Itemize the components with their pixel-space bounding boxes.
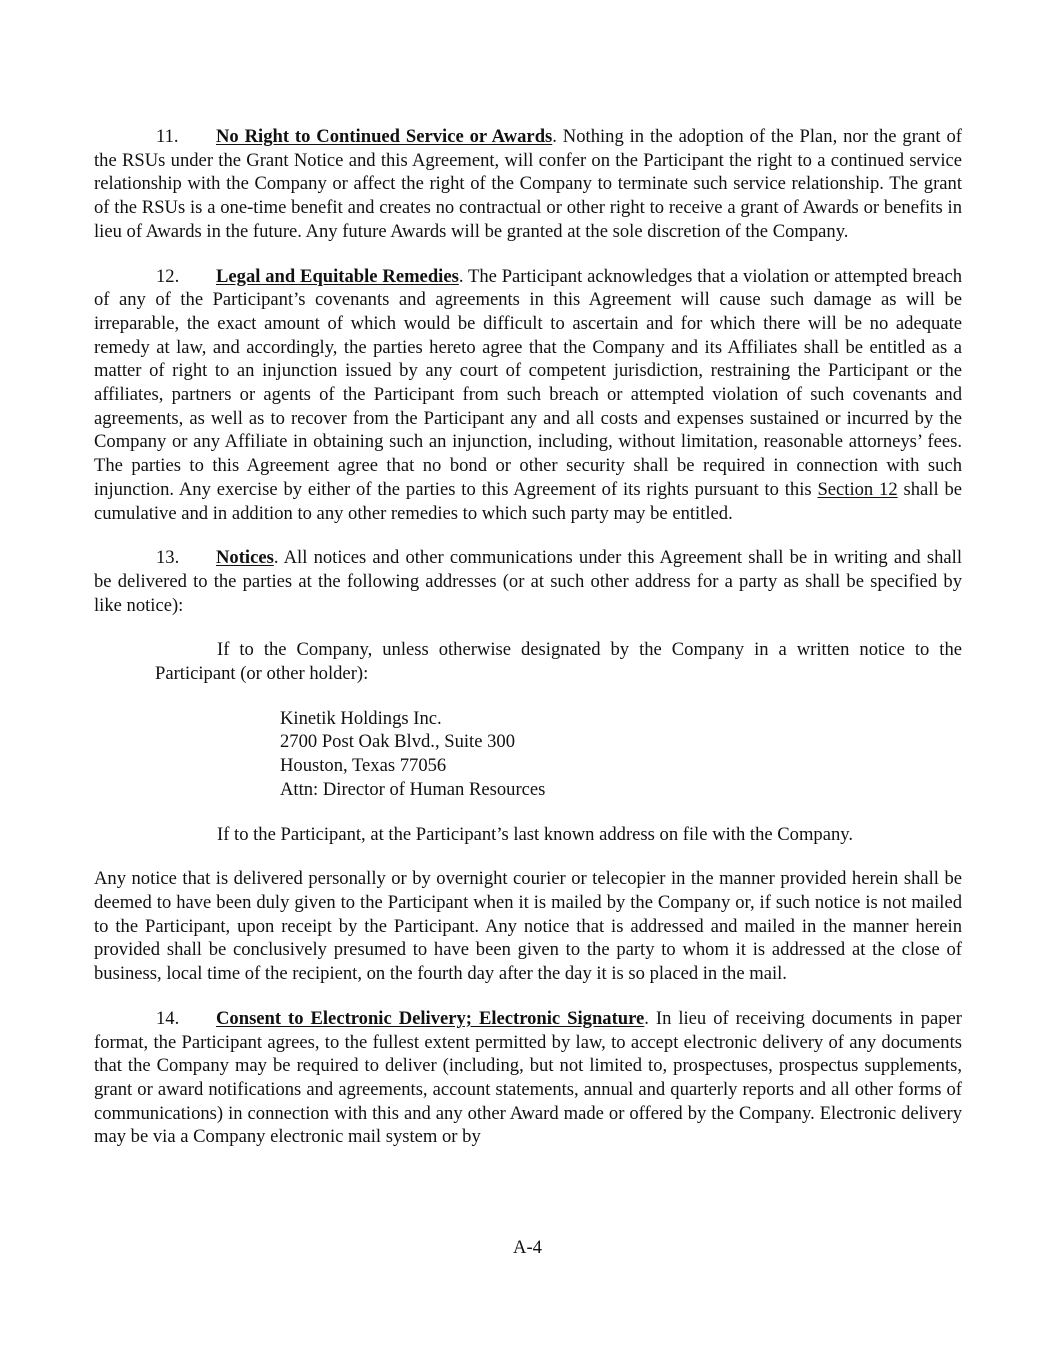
section-body: . All notices and other communications under this Agreement shall be in writing and shall be delivered to the parties at the following addresses (or at such other address for a party as shall be specified by like notice):: [94, 547, 962, 616]
document-page: [94, 125, 962, 1170]
section-12: [94, 265, 962, 526]
section-heading: No Right to Continued Service or Awards: [216, 126, 553, 147]
section-body: . In lieu of receiving documents in paper format, the Participant agrees, to the fullest extent permitted by law, to accept electronic delivery of any documents that the Company may be required to deliver (including, but not limited to, prospectuses, prospectus supplements, grant or award notifications and agreements, account statements, annual and quarterly reports and all other forms of communications) in connection with this and any other Award made or offered by the Company. Electronic delivery may be via a Company electronic mail system or by: [94, 1007, 962, 1148]
section-number: 12.: [156, 265, 180, 287]
section-13: [94, 546, 962, 617]
address-street: 2700 Post Oak Blvd., Suite 300: [280, 731, 516, 753]
page-number: A-4: [513, 1237, 542, 1258]
address-city-state-zip: Houston, Texas 77056: [280, 755, 447, 777]
section-body: . The Participant acknowledges that a violation or attempted breach of any of the Participant’s covenants and agreements in this Agreement will cause such damage as will be irreparable, the exact amount of which would be difficult to ascertain and for which there will be no adequate remedy at law, and accordingly, the parties hereto agree that the Company and its Affiliates shall be entitled as a matter of right to an injunction issued by any court of competent jurisdiction, restraining the Participant or the affiliates, partners or agents of the Participant from such breach or attempted violation of such covenants and agreements, as well as to recover from the Participant any and all costs and expenses sustained or incurred by the Company or any Affiliate in obtaining such an injunction, including, without limitation, reasonable attorneys’ fees. The parties to this Agreement agree that no bond or other security shall be required in connection with such injunction. Any exercise by either of the parties to this Agreement of its rights pursuant to this: [94, 265, 962, 500]
address-company-name: Kinetik Holdings Inc.: [280, 707, 442, 729]
section-11: [94, 125, 962, 244]
participant-notice-line: If to the Participant, at the Participant’s last known address on file with the Company.: [217, 823, 854, 845]
section-number: 11.: [156, 126, 179, 147]
section-number: 14.: [156, 1007, 180, 1029]
notice-delivery-paragraph: Any notice that is delivered personally or by overnight courier or telecopier in the manner provided herein shall be deemed to have been duly given to the Participant when it is mailed by the Company or, if such notice is not mailed to the Participant, upon receipt by the Participant. Any notice that is addressed and mailed in the manner herein provided shall be conclusively presumed to have been given to the party to whom it is addressed at the close of business, local time of the recipient, on the fourth day after the day it is so placed in the mail.: [94, 868, 962, 985]
address-attention: Attn: Director of Human Resources: [280, 778, 546, 800]
section-heading: Consent to Electronic Delivery; Electronic Signature: [216, 1007, 645, 1029]
section-cross-reference: Section 12: [817, 478, 898, 500]
section-body: . Nothing in the adoption of the Plan, nor the grant of the RSUs under the Grant Notice and this Agreement, will confer on the Participant the right to a continued service relationship with the Company or affect the right of the Company to terminate such service relationship. The grant of the RSUs is a one-time benefit and creates no contractual or other right to receive a grant of Awards or benefits in lieu of Awards in the future. Any future Awards will be granted at the sole discretion of the Company.: [94, 126, 962, 242]
company-address: [280, 707, 962, 802]
section-number: 13.: [156, 547, 180, 569]
company-notice-intro: If to the Company, unless otherwise designated by the Company in a written notice to the Participant (or other holder):: [155, 639, 962, 685]
section-14: [94, 1007, 962, 1149]
section-body-continued: shall be cumulative and in addition to any other remedies to which such party may be entitled.: [94, 478, 962, 524]
section-heading: Notices: [216, 547, 274, 569]
section-heading: Legal and Equitable Remedies: [216, 265, 459, 287]
